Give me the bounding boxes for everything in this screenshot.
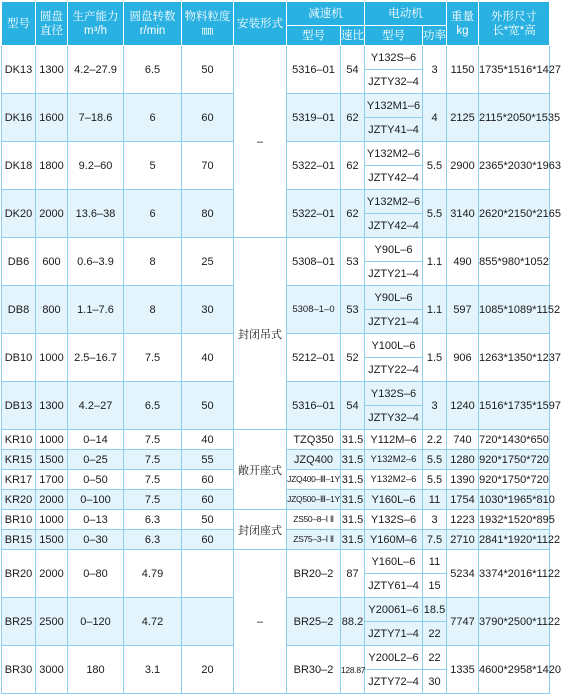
motor-power-cell: 22 (423, 646, 447, 670)
speed-cell: 6.5 (124, 46, 182, 94)
particle-cell (182, 598, 234, 646)
capacity-cell: 0–14 (68, 430, 124, 450)
dims-cell: 2841*1920*1122 (479, 530, 550, 550)
table-row (2, 550, 550, 574)
diameter-cell: 1700 (36, 470, 68, 490)
diameter-cell: 1000 (36, 430, 68, 450)
capacity-cell: 13.6–38 (68, 190, 124, 238)
motor-model-cell: Y100L–6 (365, 334, 423, 358)
motor-model-cell: JZTY41–4 (365, 118, 423, 142)
header-model: 型号 (2, 2, 36, 46)
motor-power-cell: 5.5 (423, 142, 447, 190)
reducer-ratio-cell: 31.5 (341, 490, 365, 510)
reducer-model-cell: 5322–01 (287, 190, 341, 238)
motor-model-cell: Y90L–6 (365, 238, 423, 262)
weight-cell: 2900 (447, 142, 479, 190)
weight-cell: 490 (447, 238, 479, 286)
reducer-ratio-cell: 88.2 (341, 598, 365, 646)
model-cell: BR20 (2, 550, 36, 598)
header-dims (479, 2, 550, 46)
header-speed (124, 2, 182, 46)
header-weight-label: 重量 (451, 10, 474, 23)
header-motor-power: 功率 (423, 26, 447, 46)
diameter-cell: 800 (36, 286, 68, 334)
weight-cell: 1335 (447, 646, 479, 694)
motor-model-cell: JZTY22–4 (365, 358, 423, 382)
weight-cell: 1240 (447, 382, 479, 430)
motor-model-cell: Y112M–6 (365, 430, 423, 450)
weight-cell: 2125 (447, 94, 479, 142)
motor-power-cell: 1.1 (423, 238, 447, 286)
diameter-cell: 1300 (36, 46, 68, 94)
header-weight-unit: kg (456, 24, 469, 37)
dims-cell: 2365*2030*1963 (479, 142, 550, 190)
particle-cell: 40 (182, 430, 234, 450)
motor-model-cell: Y200L2–6 (365, 646, 423, 670)
model-cell: KR17 (2, 470, 36, 490)
reducer-model-cell: 5316–01 (287, 382, 341, 430)
weight-cell: 1754 (447, 490, 479, 510)
capacity-cell: 1.1–7.6 (68, 286, 124, 334)
weight-cell: 5234 (447, 550, 479, 598)
model-cell: DB8 (2, 286, 36, 334)
dims-cell: 1735*1516*1427 (479, 46, 550, 94)
header-capacity (68, 2, 124, 46)
header-particle-label: 物料粒度 (184, 10, 231, 23)
speed-cell: 7.5 (124, 450, 182, 470)
capacity-cell: 7–18.6 (68, 94, 124, 142)
motor-model-cell: JZTY21–4 (365, 310, 423, 334)
header-weight (447, 2, 479, 46)
reducer-model-cell: ZS75–3–Ⅰ Ⅱ (287, 530, 341, 550)
particle-cell: 20 (182, 646, 234, 694)
install-cell: – (234, 550, 287, 694)
weight-cell: 1150 (447, 46, 479, 94)
speed-cell: 4.72 (124, 598, 182, 646)
diameter-cell: 1500 (36, 530, 68, 550)
model-cell: DB13 (2, 382, 36, 430)
capacity-cell: 0–25 (68, 450, 124, 470)
reducer-model-cell: BR25–2 (287, 598, 341, 646)
reducer-ratio-cell: 54 (341, 382, 365, 430)
reducer-ratio-cell: 31.5 (341, 470, 365, 490)
motor-power-cell: 5.5 (423, 470, 447, 490)
motor-model-cell: Y132S–6 (365, 382, 423, 406)
diameter-cell: 2000 (36, 190, 68, 238)
weight-cell: 1280 (447, 450, 479, 470)
particle-cell: 40 (182, 334, 234, 382)
table-row (2, 46, 550, 70)
header-reducer: 减速机 (287, 2, 365, 26)
model-cell: KR20 (2, 490, 36, 510)
motor-power-cell: 1.5 (423, 334, 447, 382)
diameter-cell: 1600 (36, 94, 68, 142)
motor-model-cell: Y160L–6 (365, 550, 423, 574)
reducer-model-cell: TZQ350 (287, 430, 341, 450)
particle-cell: 30 (182, 286, 234, 334)
reducer-ratio-cell: 87 (341, 550, 365, 598)
reducer-model-cell: 5319–01 (287, 94, 341, 142)
motor-power-cell: 1.1 (423, 286, 447, 334)
capacity-cell: 0–100 (68, 490, 124, 510)
reducer-model-cell: 5308–01 (287, 238, 341, 286)
install-cell: – (234, 46, 287, 238)
reducer-model-cell: JZQ400–Ⅲ–1Y (287, 470, 341, 490)
capacity-cell: 0.6–3.9 (68, 238, 124, 286)
capacity-cell: 0–120 (68, 598, 124, 646)
header-motor: 电动机 (365, 2, 447, 26)
model-cell: DK20 (2, 190, 36, 238)
motor-model-cell: JZTY72–4 (365, 670, 423, 694)
reducer-ratio-cell: 54 (341, 46, 365, 94)
speed-cell: 8 (124, 286, 182, 334)
capacity-cell: 0–30 (68, 530, 124, 550)
install-cell: 敞开座式 (234, 430, 287, 510)
table-row (2, 510, 550, 530)
dims-cell: 3790*2500*1122 (479, 598, 550, 646)
header-speed-unit: r/min (139, 24, 166, 37)
particle-cell: 60 (182, 470, 234, 490)
motor-model-cell: JZTY32–4 (365, 70, 423, 94)
motor-power-cell: 11 (423, 550, 447, 574)
weight-cell: 7747 (447, 598, 479, 646)
reducer-model-cell: 5322–01 (287, 142, 341, 190)
dims-cell: 1932*1520*895 (479, 510, 550, 530)
speed-cell: 3.1 (124, 646, 182, 694)
diameter-cell: 1500 (36, 450, 68, 470)
speed-cell: 6 (124, 94, 182, 142)
reducer-ratio-cell: 53 (341, 286, 365, 334)
weight-cell: 2710 (447, 530, 479, 550)
table-row (2, 430, 550, 450)
motor-model-cell: JZTY71–4 (365, 622, 423, 646)
particle-cell: 60 (182, 94, 234, 142)
dims-cell: 720*1430*650 (479, 430, 550, 450)
motor-power-cell: 3 (423, 382, 447, 430)
model-cell: DK18 (2, 142, 36, 190)
speed-cell: 5 (124, 142, 182, 190)
particle-cell: 80 (182, 190, 234, 238)
model-cell: BR25 (2, 598, 36, 646)
motor-power-cell: 5.5 (423, 450, 447, 470)
model-cell: KR10 (2, 430, 36, 450)
dims-cell: 3374*2016*1122 (479, 550, 550, 598)
header-capacity-label: 生产能力 (72, 10, 119, 23)
capacity-cell: 2.5–16.7 (68, 334, 124, 382)
motor-power-cell: 18.5 (423, 598, 447, 622)
reducer-ratio-cell: 62 (341, 94, 365, 142)
reducer-ratio-cell: 62 (341, 142, 365, 190)
speed-cell: 6 (124, 190, 182, 238)
diameter-cell: 2000 (36, 550, 68, 598)
reducer-model-cell: 5316–01 (287, 46, 341, 94)
motor-power-cell: 15 (423, 574, 447, 598)
weight-cell: 906 (447, 334, 479, 382)
reducer-ratio-cell: 128.87 (341, 646, 365, 694)
model-cell: DK16 (2, 94, 36, 142)
motor-power-cell: 11 (423, 490, 447, 510)
header-reducer-model: 型号 (287, 26, 341, 46)
diameter-cell: 1000 (36, 510, 68, 530)
diameter-cell: 1800 (36, 142, 68, 190)
model-cell: DB6 (2, 238, 36, 286)
diameter-cell: 2500 (36, 598, 68, 646)
header-capacity-unit: m³/h (84, 24, 107, 37)
table-row (2, 238, 550, 262)
motor-model-cell: Y20061–6 (365, 598, 423, 622)
weight-cell: 1390 (447, 470, 479, 490)
capacity-cell: 4.2–27 (68, 382, 124, 430)
motor-power-cell: 30 (423, 670, 447, 694)
motor-model-cell: Y160M–6 (365, 530, 423, 550)
diameter-cell: 1300 (36, 382, 68, 430)
diameter-cell: 3000 (36, 646, 68, 694)
speed-cell: 6.5 (124, 382, 182, 430)
diameter-cell: 2000 (36, 490, 68, 510)
motor-power-cell: 2.2 (423, 430, 447, 450)
header-dims-sub: 长*宽*高 (492, 24, 536, 37)
reducer-model-cell: JZQ500–Ⅲ–1Y (287, 490, 341, 510)
capacity-cell: 4.2–27.9 (68, 46, 124, 94)
dims-cell: 1516*1735*1597 (479, 382, 550, 430)
header-diameter: 圆盘直径 (36, 2, 68, 46)
particle-cell: 25 (182, 238, 234, 286)
motor-model-cell: Y160L–6 (365, 490, 423, 510)
speed-cell: 7.5 (124, 470, 182, 490)
motor-model-cell: JZTY21–4 (365, 262, 423, 286)
reducer-model-cell: BR20–2 (287, 550, 341, 598)
spec-table (1, 1, 561, 694)
speed-cell: 7.5 (124, 430, 182, 450)
reducer-model-cell: 5308–1–0 (287, 286, 341, 334)
particle-cell: 55 (182, 450, 234, 470)
particle-cell: 50 (182, 510, 234, 530)
motor-model-cell: JZTY61–4 (365, 574, 423, 598)
install-cell: 封闭吊式 (234, 238, 287, 430)
install-cell: 封闭座式 (234, 510, 287, 550)
reducer-model-cell: ZS50–8–Ⅰ Ⅱ (287, 510, 341, 530)
motor-model-cell: JZTY42–4 (365, 214, 423, 238)
dims-cell: 855*980*1052 (479, 238, 550, 286)
header-particle (182, 2, 234, 46)
dims-cell: 920*1750*720 (479, 470, 550, 490)
capacity-cell: 180 (68, 646, 124, 694)
particle-cell: 50 (182, 46, 234, 94)
speed-cell: 6.3 (124, 530, 182, 550)
motor-model-cell: Y90L–6 (365, 286, 423, 310)
motor-model-cell: Y132M2–6 (365, 190, 423, 214)
reducer-ratio-cell: 31.5 (341, 530, 365, 550)
capacity-cell: 0–13 (68, 510, 124, 530)
reducer-model-cell: BR30–2 (287, 646, 341, 694)
particle-cell: 60 (182, 490, 234, 510)
reducer-ratio-cell: 52 (341, 334, 365, 382)
diameter-cell: 1000 (36, 334, 68, 382)
motor-model-cell: Y132M2–6 (365, 142, 423, 166)
capacity-cell: 0–50 (68, 470, 124, 490)
model-cell: KR15 (2, 450, 36, 470)
motor-model-cell: JZTY32–4 (365, 406, 423, 430)
motor-power-cell: 5.5 (423, 190, 447, 238)
weight-cell: 597 (447, 286, 479, 334)
particle-cell: 70 (182, 142, 234, 190)
particle-cell: 50 (182, 382, 234, 430)
motor-model-cell: Y132M2–6 (365, 470, 423, 490)
model-cell: BR15 (2, 530, 36, 550)
reducer-ratio-cell: 31.5 (341, 510, 365, 530)
header-row (2, 2, 550, 26)
capacity-cell: 0–80 (68, 550, 124, 598)
motor-model-cell: Y132S–6 (365, 510, 423, 530)
motor-power-cell: 3 (423, 46, 447, 94)
speed-cell: 7.5 (124, 490, 182, 510)
motor-model-cell: JZTY42–4 (365, 166, 423, 190)
motor-model-cell: Y132M2–6 (365, 450, 423, 470)
particle-cell: 60 (182, 530, 234, 550)
motor-power-cell: 4 (423, 94, 447, 142)
reducer-ratio-cell: 53 (341, 238, 365, 286)
model-cell: BR30 (2, 646, 36, 694)
header-motor-model: 型号 (365, 26, 423, 46)
dims-cell: 1263*1350*1237 (479, 334, 550, 382)
model-cell: BR10 (2, 510, 36, 530)
motor-model-cell: Y132S–6 (365, 46, 423, 70)
model-cell: DK13 (2, 46, 36, 94)
header-speed-label: 圆盘转数 (129, 10, 176, 23)
speed-cell: 4.79 (124, 550, 182, 598)
reducer-ratio-cell: 31.5 (341, 430, 365, 450)
reducer-model-cell: 5212–01 (287, 334, 341, 382)
dims-cell: 4600*2958*1420 (479, 646, 550, 694)
header-install: 安装形式 (234, 2, 287, 46)
reducer-model-cell: JZQ400 (287, 450, 341, 470)
diameter-cell: 600 (36, 238, 68, 286)
dims-cell: 2115*2050*1535 (479, 94, 550, 142)
motor-power-cell: 3 (423, 510, 447, 530)
speed-cell: 7.5 (124, 334, 182, 382)
speed-cell: 8 (124, 238, 182, 286)
header-particle-unit: ㎜ (201, 24, 214, 37)
dims-cell: 1085*1089*1152 (479, 286, 550, 334)
weight-cell: 3140 (447, 190, 479, 238)
particle-cell (182, 550, 234, 598)
capacity-cell: 9.2–60 (68, 142, 124, 190)
speed-cell: 6.3 (124, 510, 182, 530)
header-reducer-ratio: 速比 (341, 26, 365, 46)
motor-power-cell: 22 (423, 622, 447, 646)
header-dims-label: 外形尺寸 (491, 10, 537, 23)
dims-cell: 1030*1965*810 (479, 490, 550, 510)
weight-cell: 1223 (447, 510, 479, 530)
model-cell: DB10 (2, 334, 36, 382)
reducer-ratio-cell: 62 (341, 190, 365, 238)
dims-cell: 920*1750*720 (479, 450, 550, 470)
weight-cell: 740 (447, 430, 479, 450)
motor-power-cell: 7.5 (423, 530, 447, 550)
motor-model-cell: Y132M1–6 (365, 94, 423, 118)
dims-cell: 2620*2150*2165 (479, 190, 550, 238)
reducer-ratio-cell: 31.5 (341, 450, 365, 470)
